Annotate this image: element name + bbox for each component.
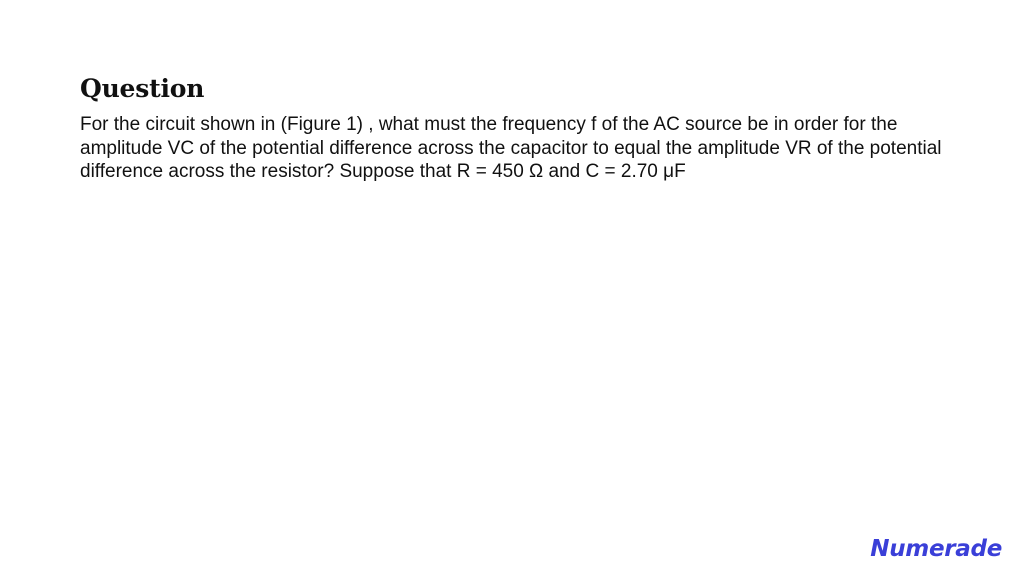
question-text: For the circuit shown in (Figure 1) , what must the frequency f of the AC source be in order for the amplitude VC of the potential difference across the capacitor to equal the amplitude VR of the potential difference across the resistor? Suppose that R = 450 Ω and C = 2.70 μF [80, 114, 942, 182]
numerade-logo: Numerade [870, 536, 1002, 562]
question-heading: Question [80, 74, 205, 103]
question-block [80, 74, 960, 184]
